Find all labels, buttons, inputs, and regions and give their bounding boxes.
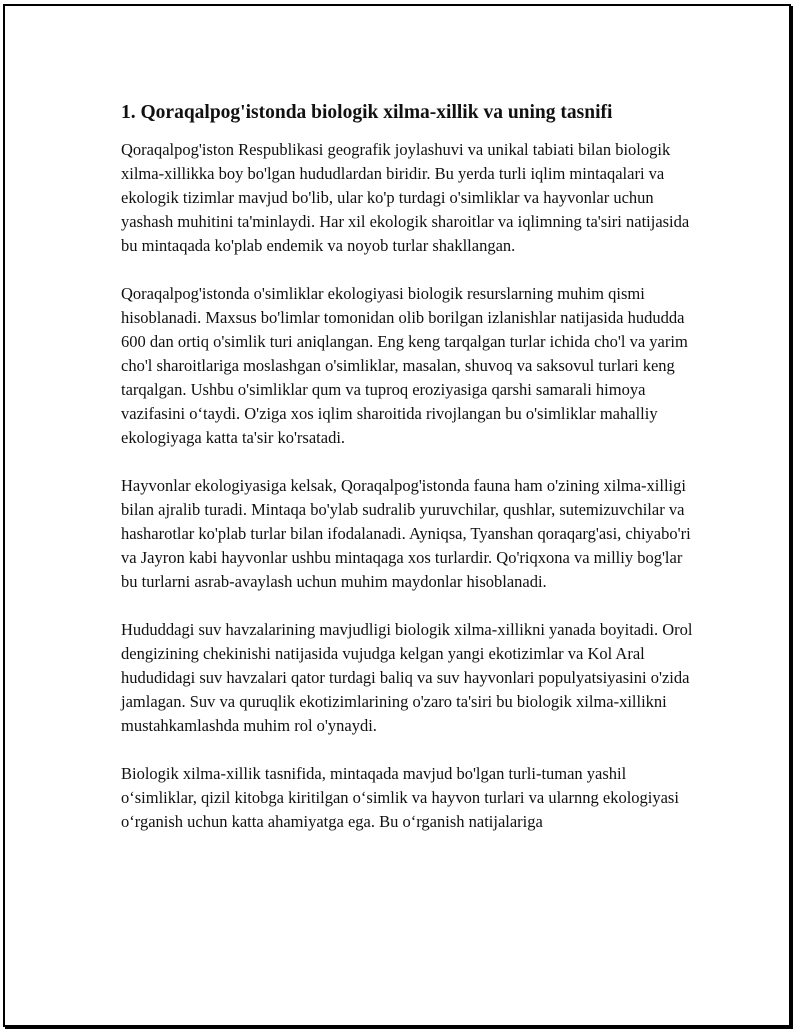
page-frame [3,4,791,1027]
document-body [121,100,701,858]
paragraph-classification: Biologik xilma-xillik tasnifida, mintaqada mavjud bo'lgan turli-tuman yashil o‘simliklar, qizil kitobga kiritilgan o‘simlik va hayvon turlari va ularnng ekologiyasi o‘rganish uchun katta ahamiyatga ega. Bu o‘rganish natijalariga [121,764,679,831]
section-heading: 1. Qoraqalpog'istonda biologik xilma-xillik va uning tasnifi [121,102,613,123]
paragraph-plants: Qoraqalpog'istonda o'simliklar ekologiyasi biologik resurslarning muhim qismi hisoblanadi. Maxsus bo'limlar tomonidan olib borilgan izlanishlar natijasida hududda 600 dan ortiq o'simlik turi aniqlangan. Eng keng tarqalgan turlar ichida cho'l va yarim cho'l sharoitlariga moslashgan o'simliklar, masalan, shuvoq va saksovul turlari keng tarqalgan. Ushbu o'simliklar qum va tuproq eroziyasiga qarshi samarali himoya vazifasini o‘taydi. O'ziga xos iqlim sharoitida rivojlangan bu o'simliklar mahalliy ekologiyaga katta ta'sir ko'rsatadi. [121,284,688,447]
paragraph-animals: Hayvonlar ekologiyasiga kelsak, Qoraqalpog'istonda fauna ham o'zining xilma-xilligi bilan ajralib turadi. Mintaqa bo'ylab sudralib yuruvchilar, qushlar, sutemizuvchilar va hasharotlar ko'plab turlar bilan ifodalanadi. Ayniqsa, Tyanshan qoraqarg'asi, chiyabo'ri va Jayron kabi hayvonlar ushbu mintaqaga xos turlardir. Qo'riqxona va milliy bog'lar bu turlarni asrab-avaylash uchun muhim maydonlar hisoblanadi. [121,476,691,591]
paragraph-water: Hududdagi suv havzalarining mavjudligi biologik xilma-xillikni yanada boyitadi. Orol dengizining chekinishi natijasida vujudga kelgan yangi ekotizimlar va Kol Aral hududidagi suv havzalari qator turdagi baliq va suv hayvonlari populyatsiyasini o'zida jamlagan. Suv va quruqlik ekotizimlarining o'zaro ta'siri bu biologik xilma-xillikni mustahkamlashda muhim rol o'ynaydi. [121,620,693,735]
paragraph-intro: Qoraqalpog'iston Respublikasi geografik joylashuvi va unikal tabiati bilan biologik xilma-xillikka boy bo'lgan hududlardan biridir. Bu yerda turli iqlim mintaqalari va ekologik tizimlar mavjud bo'lib, ular ko'p turdagi o'simliklar va hayvonlar uchun yashash muhitini ta'minlaydi. Har xil ekologik sharoitlar va iqlimning ta'siri natijasida bu mintaqada ko'plab endemik va noyob turlar shakllangan. [121,140,690,255]
